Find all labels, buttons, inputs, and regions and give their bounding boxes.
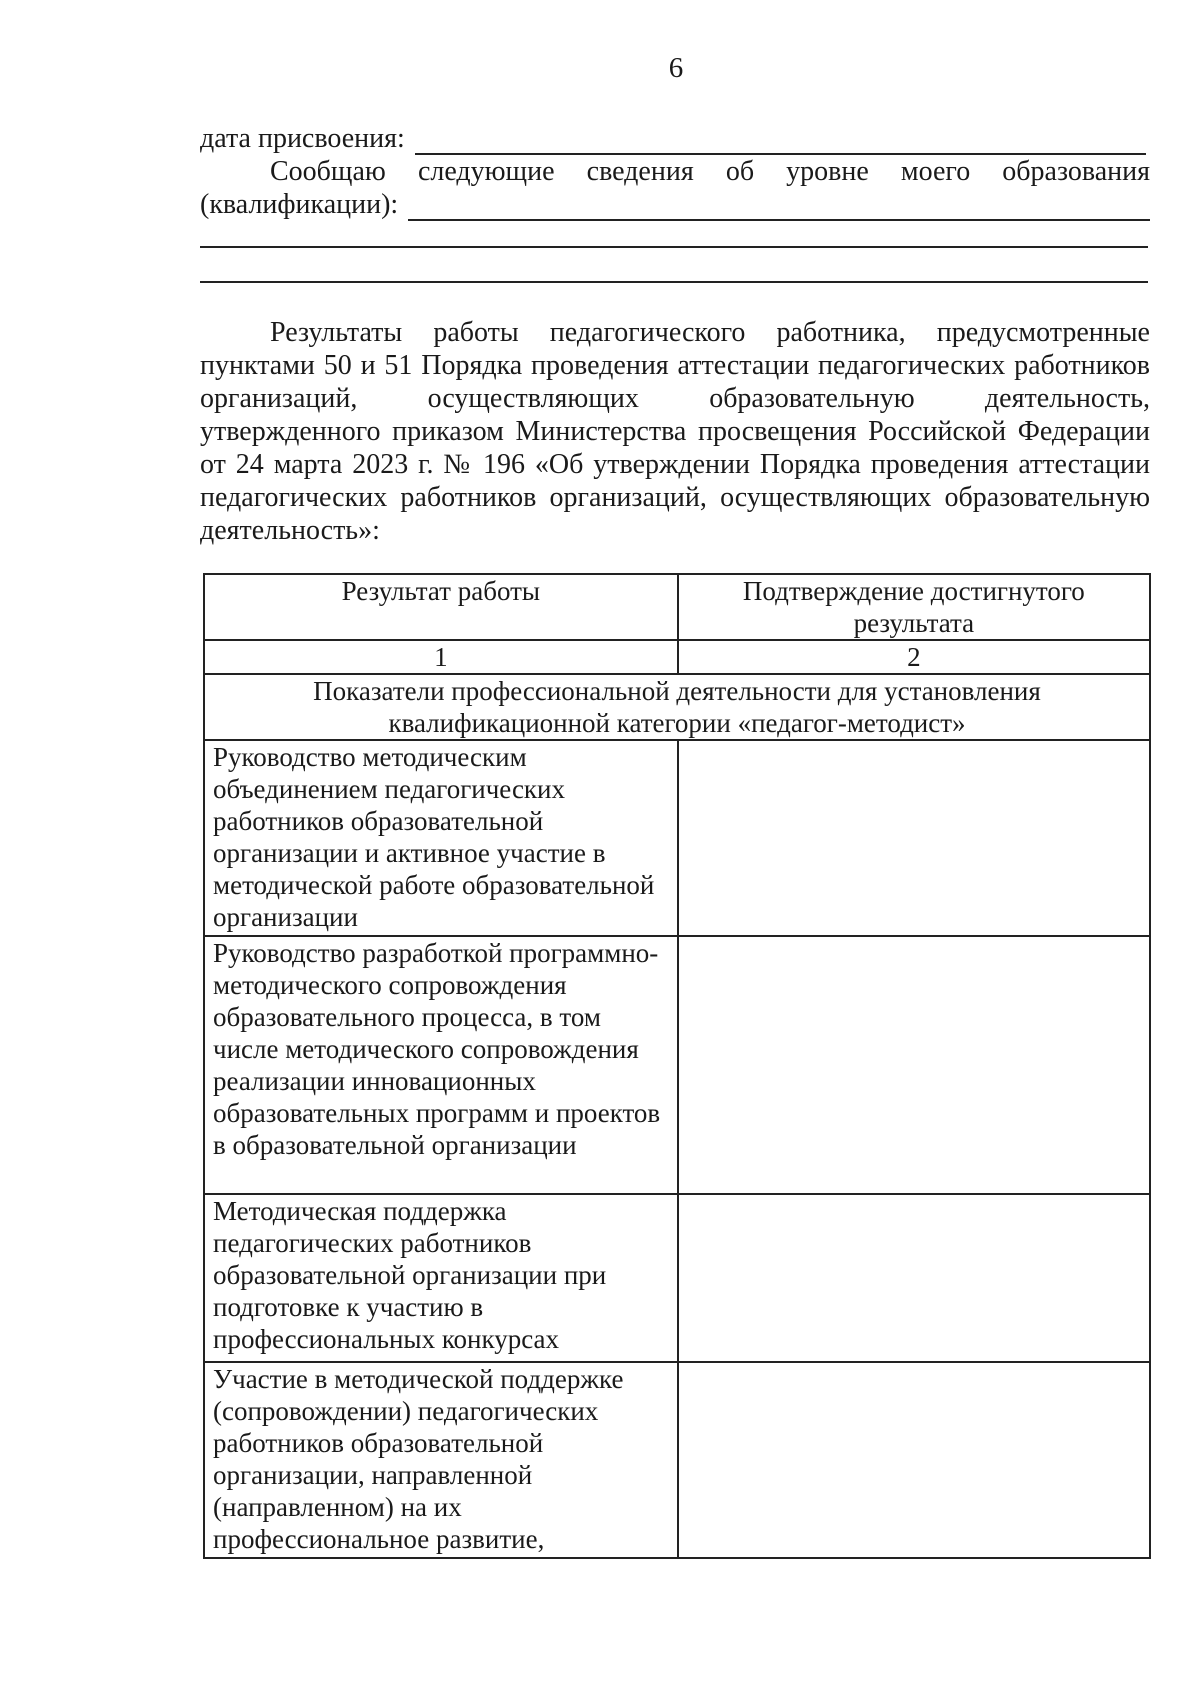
result-cell: Участие в методической поддержке (сопровождении) педагогических работников образовательной организации, направленной (направленном) на их профессиональное развитие, <box>204 1362 678 1558</box>
paragraph-line: организаций, осуществляющих образовательную деятельность, <box>200 383 1150 414</box>
education-label: (квалификации): <box>200 189 399 220</box>
column-number-2: 2 <box>678 640 1150 674</box>
table-section-row <box>204 674 1150 740</box>
assignment-date-field[interactable] <box>415 129 1146 155</box>
education-field-1[interactable] <box>408 195 1150 221</box>
table-row <box>204 1194 1150 1362</box>
table-number-row <box>204 640 1150 674</box>
education-field-2[interactable] <box>200 244 1150 248</box>
section-title: Показатели профессиональной деятельности для установления квалификационной категории «педагог-методист» <box>204 674 1150 740</box>
paragraph-line: от 24 марта 2023 г. № 196 «Об утверждении Порядка проведения аттестации <box>200 449 1150 480</box>
table-row <box>204 936 1150 1194</box>
table-row <box>204 1362 1150 1558</box>
education-block <box>200 155 1150 221</box>
confirmation-cell[interactable] <box>678 936 1150 1194</box>
results-paragraph <box>200 316 1150 547</box>
paragraph-line: пунктами 50 и 51 Порядка проведения аттестации педагогических работников <box>200 350 1150 381</box>
result-cell: Руководство разработкой программно-методического сопровождения образовательного процесса, в том числе методического сопровождения реализации инновационных образовательных программ и проектов в образовательной организации <box>204 936 678 1194</box>
education-field-3[interactable] <box>200 279 1150 283</box>
result-cell: Руководство методическим объединением педагогических работников образовательной организации и активное участие в методической работе образовательной организации <box>204 740 678 936</box>
confirmation-cell[interactable] <box>678 1194 1150 1362</box>
column-number-1: 1 <box>204 640 678 674</box>
paragraph-line: педагогических работников организаций, осуществляющих образовательную <box>200 482 1150 513</box>
education-intro: Сообщаю следующие сведения об уровне моего образования <box>270 156 1150 187</box>
paragraph-line: деятельность»: <box>200 515 380 546</box>
paragraph-line: Результаты работы педагогического работника, предусмотренные <box>270 317 1150 348</box>
assignment-date-label: дата присвоения: <box>200 123 405 154</box>
table-header-row <box>204 574 1150 640</box>
result-cell: Методическая поддержка педагогических работников образовательной организации при подготовке к участию в профессиональных конкурсах <box>204 1194 678 1362</box>
paragraph-line: утвержденного приказом Министерства просвещения Российской Федерации <box>200 416 1150 447</box>
header-confirmation: Подтверждение достигнутого результата <box>678 574 1150 640</box>
confirmation-cell[interactable] <box>678 1362 1150 1558</box>
confirmation-cell[interactable] <box>678 740 1150 936</box>
page-number: 6 <box>668 52 684 84</box>
results-table <box>203 573 1151 1559</box>
table-row <box>204 740 1150 936</box>
header-result: Результат работы <box>204 574 678 640</box>
assignment-date-row <box>200 122 1150 155</box>
